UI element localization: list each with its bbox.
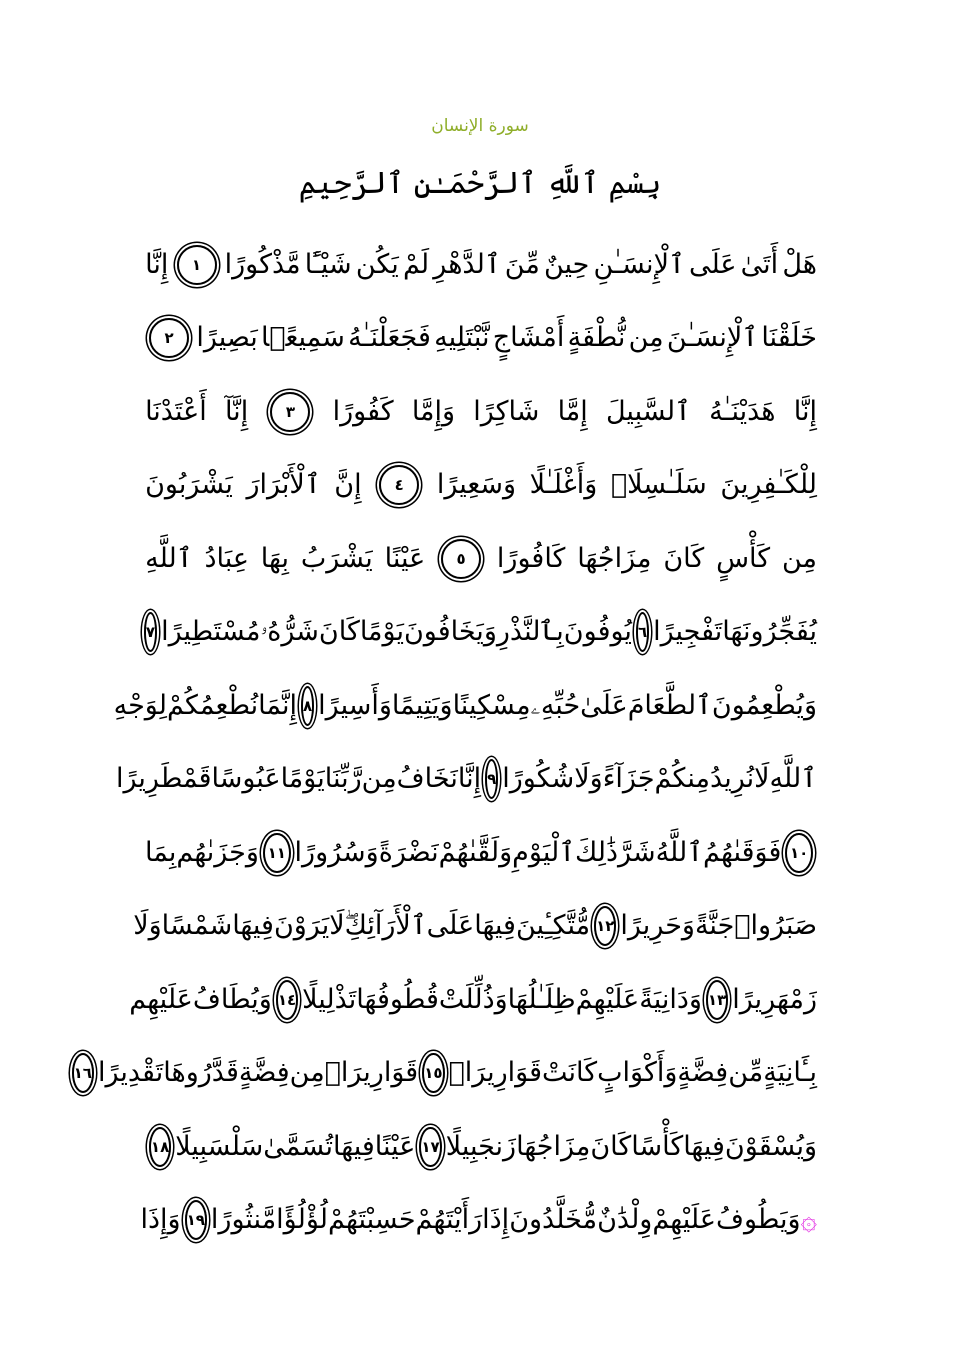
text-line	[145, 302, 817, 376]
word: شُكُورًا	[502, 763, 575, 795]
word: إِذَا	[482, 1204, 510, 1236]
word: مُسْتَطِيرًا	[161, 616, 261, 648]
word: كَأْسٍ	[716, 542, 771, 574]
ayah-number-marker: ١٨	[149, 1127, 171, 1167]
word: وَإِمَّا	[411, 395, 456, 427]
word: عَيْنًا	[384, 542, 426, 574]
word: وَأَسِيرًا	[318, 689, 392, 721]
ayah-number-marker: ٤	[379, 465, 419, 505]
word: قُطُوفُهَا	[356, 983, 439, 1015]
text-line	[145, 596, 817, 670]
word: يُوفُونَ	[563, 616, 632, 648]
word: رَأَيْتَهُمْ	[415, 1204, 483, 1236]
word: ظِلَـٰلُهَا	[507, 983, 576, 1015]
word: حِينٌ	[543, 248, 590, 280]
word: بَصِيرًا	[196, 322, 258, 354]
word: مِن	[628, 322, 664, 354]
word: قَوَارِيرَا۠	[448, 1057, 543, 1089]
word: يَشْرَبُونَ	[145, 469, 233, 501]
word: لُؤْلُؤًا	[276, 1204, 329, 1236]
word: وِلْدَٰنٌ	[597, 1204, 653, 1236]
word: كَانَ	[318, 616, 360, 648]
ayah-number-marker: ٢	[149, 318, 189, 358]
word: مَّذْكُورًا	[224, 248, 301, 280]
word: فِضَّةٍ	[238, 1057, 290, 1089]
word: قَدَّرُوهَا	[163, 1057, 239, 1089]
word: وَسُرُورًا	[294, 836, 379, 868]
word: بِهَا	[260, 542, 289, 574]
word: عَلَى	[688, 248, 737, 280]
word: فِضَّةٍ	[677, 1057, 729, 1089]
word: أَعْتَدْنَا	[145, 395, 207, 427]
word: نَخَافُ	[396, 763, 458, 795]
word: وَحَرِيرًا	[620, 910, 695, 942]
word: حُبِّهِۦ	[530, 689, 581, 721]
word: إِنَّا	[145, 248, 169, 280]
ayah-number-marker: ٩	[485, 759, 498, 799]
word: وَيُطَافُ	[192, 983, 272, 1015]
word: نُّطْفَةٍ	[567, 322, 626, 354]
word: جَنَّةً	[694, 910, 735, 942]
ayah-number-marker: ٧	[144, 612, 157, 652]
word: لِوَجْهِ	[113, 689, 167, 721]
text-line	[145, 228, 817, 302]
text-line	[145, 522, 817, 596]
word: فَوَقَىٰهُمُ	[703, 836, 782, 868]
word: فَجَعَلْنَـٰهُ	[348, 322, 431, 354]
word: وَذُلِّلَتْ	[438, 983, 508, 1015]
word: بِمَا	[145, 836, 177, 868]
word: وَأَغْلَـٰلًا	[529, 469, 598, 501]
word: شَرُّهُۥ	[260, 616, 319, 648]
word: نَّبْتَلِيهِ	[434, 322, 490, 354]
ayah-number-marker: ٨	[301, 686, 314, 726]
word: نُطْعِمُكُمْ	[166, 689, 259, 721]
word: بِـَٔانِيَةٍ	[763, 1057, 817, 1089]
text-line	[133, 890, 817, 964]
word: زَنجَبِيلًا	[445, 1130, 517, 1162]
ayah-number-marker: ٦	[636, 612, 649, 652]
quran-text	[73, 228, 817, 1257]
word: كَأْسًا	[631, 1130, 684, 1162]
text-line	[145, 449, 817, 523]
word: إِنَّآ	[224, 395, 249, 427]
word: عَبُوسًا	[211, 763, 281, 795]
word: مَّنثُورًا	[210, 1204, 277, 1236]
word: نَضْرَةً	[378, 836, 439, 868]
word: مِزَاجُهَا	[577, 542, 652, 574]
word: زَمْهَرِيرًا	[732, 983, 817, 1015]
word: وَدَانِيَةً	[639, 983, 702, 1015]
ayah-number-marker: ١٥	[422, 1053, 444, 1093]
ayah-number-marker: ٥	[441, 539, 481, 579]
word: فِيهَا	[474, 910, 516, 942]
ayah-number-marker: ١	[177, 245, 217, 285]
word: خَلَقْنَا	[761, 322, 817, 354]
word: فِيهَا	[333, 1130, 375, 1162]
word: عَلَيْهِمْ	[652, 1204, 716, 1236]
hizb-marker-icon: ۞	[800, 1203, 817, 1237]
ayah-number-marker: ١٩	[185, 1200, 207, 1240]
word: تُسَمَّىٰ	[263, 1130, 334, 1162]
word: وَأَكْوَابٍ	[597, 1057, 678, 1089]
word: ٱلطَّعَامَ	[627, 689, 712, 721]
word: حَسِبْتَهُمْ	[328, 1204, 416, 1236]
word: إِنَّا	[457, 763, 482, 795]
ayah-number-marker: ٣	[270, 392, 310, 432]
word: ٱللَّهِ	[145, 542, 193, 574]
word: وَيَطُوفُ	[715, 1204, 801, 1236]
ayah-number-marker: ١٧	[419, 1127, 441, 1167]
ayah-number-marker: ١٣	[706, 980, 728, 1020]
text-line	[73, 1037, 817, 1111]
word: صَبَرُوا۟	[734, 910, 817, 942]
word: قَوَارِيرَا۟	[324, 1057, 419, 1089]
word: سَمِيعًۢا	[261, 322, 345, 354]
word: وَإِذَا	[140, 1204, 181, 1236]
word: مِزَاجُهَا	[516, 1130, 591, 1162]
word: يَشْرَبُ	[300, 542, 373, 574]
word: مُّتَّكِـِٔينَ	[515, 910, 591, 942]
text-line	[129, 963, 817, 1037]
word: يَكُن	[355, 248, 399, 280]
word: شَمْسًا	[161, 910, 233, 942]
word: شَاكِرًا	[473, 395, 540, 427]
basmala: بِسْمِ ٱللَّهِ ٱلرَّحْمَـٰنِ ٱلرَّحِيمِ	[298, 166, 662, 201]
word: يَرَوْنَ	[273, 910, 330, 942]
word: لِلْكَـٰفِرِينَ	[720, 469, 817, 501]
word: سَلْسَبِيلًا	[175, 1130, 264, 1162]
word: وَسَعِيرًا	[436, 469, 517, 501]
word: إِنَّا	[793, 395, 817, 427]
word: هَدَيْنَـٰهُ	[709, 395, 776, 427]
word: سَلَـٰسِلَا۟	[610, 469, 707, 501]
word: جَزَآءً	[602, 763, 655, 795]
word: إِنَّمَا	[258, 689, 298, 721]
text-line	[145, 375, 817, 449]
word: وَلَقَّىٰهُمْ	[438, 836, 513, 868]
text-line	[113, 669, 817, 743]
word: عَلَىٰ	[580, 689, 628, 721]
word: عِبَادُ	[204, 542, 249, 574]
word: إِنَّ	[334, 469, 362, 501]
ayah-number-marker: ١١	[263, 833, 291, 873]
word: وَيَخَافُونَ	[403, 616, 497, 648]
word: عَلَى	[426, 910, 475, 942]
word: وَلَا	[133, 910, 162, 942]
word: كَانَ	[663, 542, 705, 574]
word: وَيَتِيمًا	[391, 689, 453, 721]
word: هَلْ	[782, 248, 817, 280]
text-line	[145, 816, 817, 890]
word: لَا	[329, 910, 345, 942]
word: قَمْطَرِيرًا	[116, 763, 212, 795]
word: ٱلْأَرَآئِكِ	[344, 910, 427, 942]
word: وَيُطْعِمُونَ	[711, 689, 817, 721]
word: مُّخَلَّدُونَ	[509, 1204, 598, 1236]
word: بِٱلنَّذْرِ	[496, 616, 564, 648]
text-line	[116, 743, 817, 817]
word: نُرِيدُ	[710, 763, 755, 795]
word: أَتَىٰ	[740, 248, 779, 280]
word: مِّنَ	[504, 248, 540, 280]
word: ٱلْإِنسَـٰنِ	[593, 248, 685, 280]
word: ٱلدَّهْرِ	[433, 248, 501, 280]
word: مِسْكِينًا	[452, 689, 531, 721]
word: تَفْجِيرًا	[653, 616, 723, 648]
text-line	[140, 1184, 817, 1258]
word: ٱلسَّبِيلَ	[605, 395, 691, 427]
word: فِيهَا	[683, 1130, 725, 1162]
word: لَمْ	[402, 248, 430, 280]
word: ٱلْأَبْرَارَ	[246, 469, 321, 501]
word: كَانَ	[590, 1130, 632, 1162]
word: وَيُسْقَوْنَ	[724, 1130, 817, 1162]
text-line	[145, 1110, 817, 1184]
word: يَوْمًا	[280, 763, 325, 795]
word: شَيْـًٔا	[304, 248, 352, 280]
word: أَمْشَاجٍ	[492, 322, 565, 354]
ayah-number-marker: ١٢	[594, 906, 616, 946]
word: مِن	[361, 763, 397, 795]
word: عَيْنًا	[374, 1130, 416, 1162]
surah-title: سورة الإنسان	[431, 116, 529, 136]
word: وَلَا	[574, 763, 603, 795]
word: ذَٰلِكَ	[575, 836, 619, 868]
word: وَجَزَىٰهُم	[176, 836, 259, 868]
word: عَلَيْهِم	[129, 983, 193, 1015]
word: مِّن	[728, 1057, 764, 1089]
word: تَذْلِيلًا	[302, 983, 357, 1015]
word: كَافُورًا	[496, 542, 566, 574]
word: ٱلْإِنسَـٰنَ	[666, 322, 759, 354]
ayah-number-marker: ١٠	[785, 833, 813, 873]
word: كَفُورًا	[332, 395, 394, 427]
word: ٱللَّهِ	[769, 763, 817, 795]
word: عَلَيْهِمْ	[575, 983, 640, 1015]
word: ٱلْيَوْمِ	[512, 836, 576, 868]
word: ٱللَّهُ	[655, 836, 704, 868]
word: فِيهَا	[232, 910, 274, 942]
ayah-number-marker: ١٦	[72, 1053, 94, 1093]
word: رَّبِّنَا	[324, 763, 362, 795]
word: كَانَتْ	[542, 1057, 598, 1089]
word: إِمَّا	[557, 395, 588, 427]
ayah-number-marker: ١٤	[276, 980, 298, 1020]
word: يُفَجِّرُونَهَا	[722, 616, 817, 648]
word: مِن	[289, 1057, 325, 1089]
word: مِن	[781, 542, 817, 574]
word: يَوْمًا	[359, 616, 404, 648]
word: شَرَّ	[618, 836, 656, 868]
word: لَا	[754, 763, 770, 795]
word: مِنكُمْ	[654, 763, 711, 795]
word: تَقْدِيرًا	[97, 1057, 164, 1089]
